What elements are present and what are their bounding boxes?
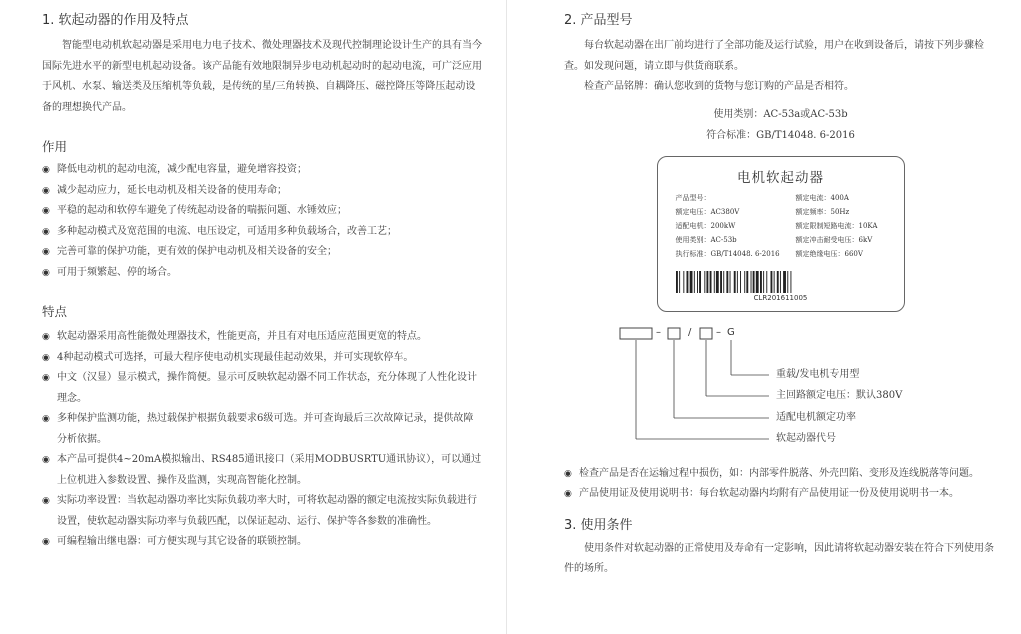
barcode-icon <box>676 271 886 293</box>
list-item: ◉ 减少起动应力，延长电动机及相关设备的使用寿命； <box>42 181 482 202</box>
list-item: ◉ 多种起动模式及宽范围的电流、电压设定，可适用多种负载场合，改善工艺； <box>42 222 482 243</box>
spec-cell: 额定冲击耐受电压：6kV <box>795 235 873 244</box>
features-list <box>42 327 482 553</box>
model-separator: – <box>656 326 661 338</box>
model-label: 软起动器代号 <box>776 432 836 444</box>
bullet-icon: ◉ <box>42 373 50 383</box>
list-item: ◉ 中文（汉显）显示模式，操作简便。显示可反映软起动器不同工作状态，充分体现了人性化设计理念。 <box>42 368 482 409</box>
list-item: ◉ 多种保护监测功能，热过载保护根据负载要求6级可选。并可查询最后三次故障记录，提供故障分析依据。 <box>42 409 482 450</box>
spec-cell: 额定限制短路电流：10KA <box>795 221 878 230</box>
model-separator: – <box>716 326 721 338</box>
nameplate-specs <box>676 192 896 261</box>
spec-cell: 适配电机：200kW <box>675 221 736 230</box>
bullet-icon: ◉ <box>42 226 50 237</box>
model-slash: / <box>688 326 692 338</box>
spec-cell: 额定绝缘电压：660V <box>795 249 863 258</box>
model-label: 主回路额定电压：默认380V <box>776 389 903 401</box>
list-item: ◉ 检查产品是否在运输过程中损伤，如：内部零件脱落、外壳凹陷、变形及连线脱落等问题。 <box>564 464 997 485</box>
right-page <box>508 0 1021 634</box>
model-code-diagram <box>564 326 1004 456</box>
spec-cell: 额定频率：50Hz <box>795 207 850 216</box>
checks-list <box>564 464 997 505</box>
section1-title: 1. 软起动器的作用及特点 <box>42 13 189 28</box>
bullet-icon: ◉ <box>564 468 572 479</box>
list-item: ◉ 产品使用证及使用说明书：每台软起动器内均附有产品使用证一份及使用说明书一本。 <box>564 484 997 505</box>
bullet-icon: ◉ <box>42 185 50 196</box>
bullet-icon: ◉ <box>42 332 50 342</box>
page-divider <box>506 0 507 634</box>
bullet-icon: ◉ <box>42 247 50 257</box>
section2-paragraph: 每台软起动器在出厂前均进行了全部功能及运行试验，用户在收到设备后，请按下列步骤检查。如发现问题，请立即与供货商联系。 <box>564 40 984 72</box>
bullet-icon: ◉ <box>42 267 50 278</box>
list-item: ◉ 实际功率设置：当软起动器功率比实际负载功率大时，可将软起动器的额定电流按实际负载进行设置，使软起动器实际功率与负载匹配，以保证起动、运行、保护等各参数的准确性。 <box>42 491 482 532</box>
spec-cell: 使用类别：AC-53b <box>675 235 737 244</box>
model-suffix: G <box>727 326 735 338</box>
spec-cell: 额定电压：AC380V <box>675 207 740 216</box>
features-heading: 特点 <box>42 304 68 319</box>
model-label: 适配电机额定功率 <box>776 411 856 423</box>
list-item: ◉ 降低电动机的起动电流，减少配电容量，避免增容投资； <box>42 160 482 181</box>
bullet-icon: ◉ <box>564 489 572 499</box>
spec-cell: 执行标准：GB/T14048. 6-2016 <box>675 249 780 258</box>
section3-title: 3. 使用条件 <box>564 517 633 533</box>
section1-intro: 智能型电动机软起动器是采用电力电子技术、微处理器技术及现代控制理论设计生产的具有当今国际先进水平的新型电机起动设备。该产品能有效地限制异步电动机起动时的起动电流，可广泛应用于风机、水泵、输送类及压缩机等负载，是传统的星/三角转换、自耦降压、磁控降压等降压起动设备的理想换代产品。 <box>42 40 482 113</box>
nameplate <box>657 156 905 312</box>
bullet-icon: ◉ <box>42 496 50 506</box>
spec-cell: 产品型号： <box>675 193 711 202</box>
function-list <box>42 160 482 283</box>
barcode-serial: CLR201611005 <box>753 293 808 302</box>
bullet-icon: ◉ <box>42 455 50 465</box>
nameplate-title: 电机软起动器 <box>737 169 824 186</box>
list-item: ◉ 4种起动模式可选择，可最大程序使电动机实现最佳起动效果，并可实现软停车。 <box>42 348 482 369</box>
spec-cell: 额定电流：400A <box>795 193 849 202</box>
section3-paragraph: 使用条件对软起动器的正常使用及寿命有一定影响，因此请将软起动器安装在符合下列使用条件的场所。 <box>564 542 994 574</box>
standard-line: 符合标准：GB/T14048. 6-2016 <box>706 129 855 141</box>
function-heading: 作用 <box>42 139 68 154</box>
bullet-icon: ◉ <box>42 206 50 216</box>
bullet-icon: ◉ <box>42 537 50 547</box>
list-item: ◉ 本产品可提供4~20mA模拟输出、RS485通讯接口（采用MODBUSRTU通讯协议），可以通过上位机进入参数设置、操作及监测，实现高智能化控制。 <box>42 450 482 491</box>
left-page <box>0 0 506 634</box>
bullet-icon: ◉ <box>42 165 50 175</box>
model-label: 重载/发电机专用型 <box>776 368 860 380</box>
bullet-icon: ◉ <box>42 414 50 424</box>
list-item: ◉ 可用于频繁起、停的场合。 <box>42 263 482 284</box>
list-item: ◉ 完善可靠的保护功能，更有效的保护电动机及相关设备的安全； <box>42 242 482 263</box>
usage-class-line: 使用类别：AC-53a或AC-53b <box>713 108 848 120</box>
list-item: ◉ 软起动器采用高性能微处理器技术，性能更高，并且有对电压适应范围更宽的特点。 <box>42 327 482 348</box>
section2-title: 2. 产品型号 <box>564 13 633 28</box>
list-item: ◉ 可编程输出继电器：可方便实现与其它设备的联锁控制。 <box>42 532 482 553</box>
bullet-icon: ◉ <box>42 352 50 363</box>
list-item: ◉ 平稳的起动和软停车避免了传统起动设备的喘振问题、水锤效应； <box>42 201 482 222</box>
section2-nameplate-check: 检查产品铭牌：确认您收到的货物与您订购的产品是否相符。 <box>584 81 854 92</box>
